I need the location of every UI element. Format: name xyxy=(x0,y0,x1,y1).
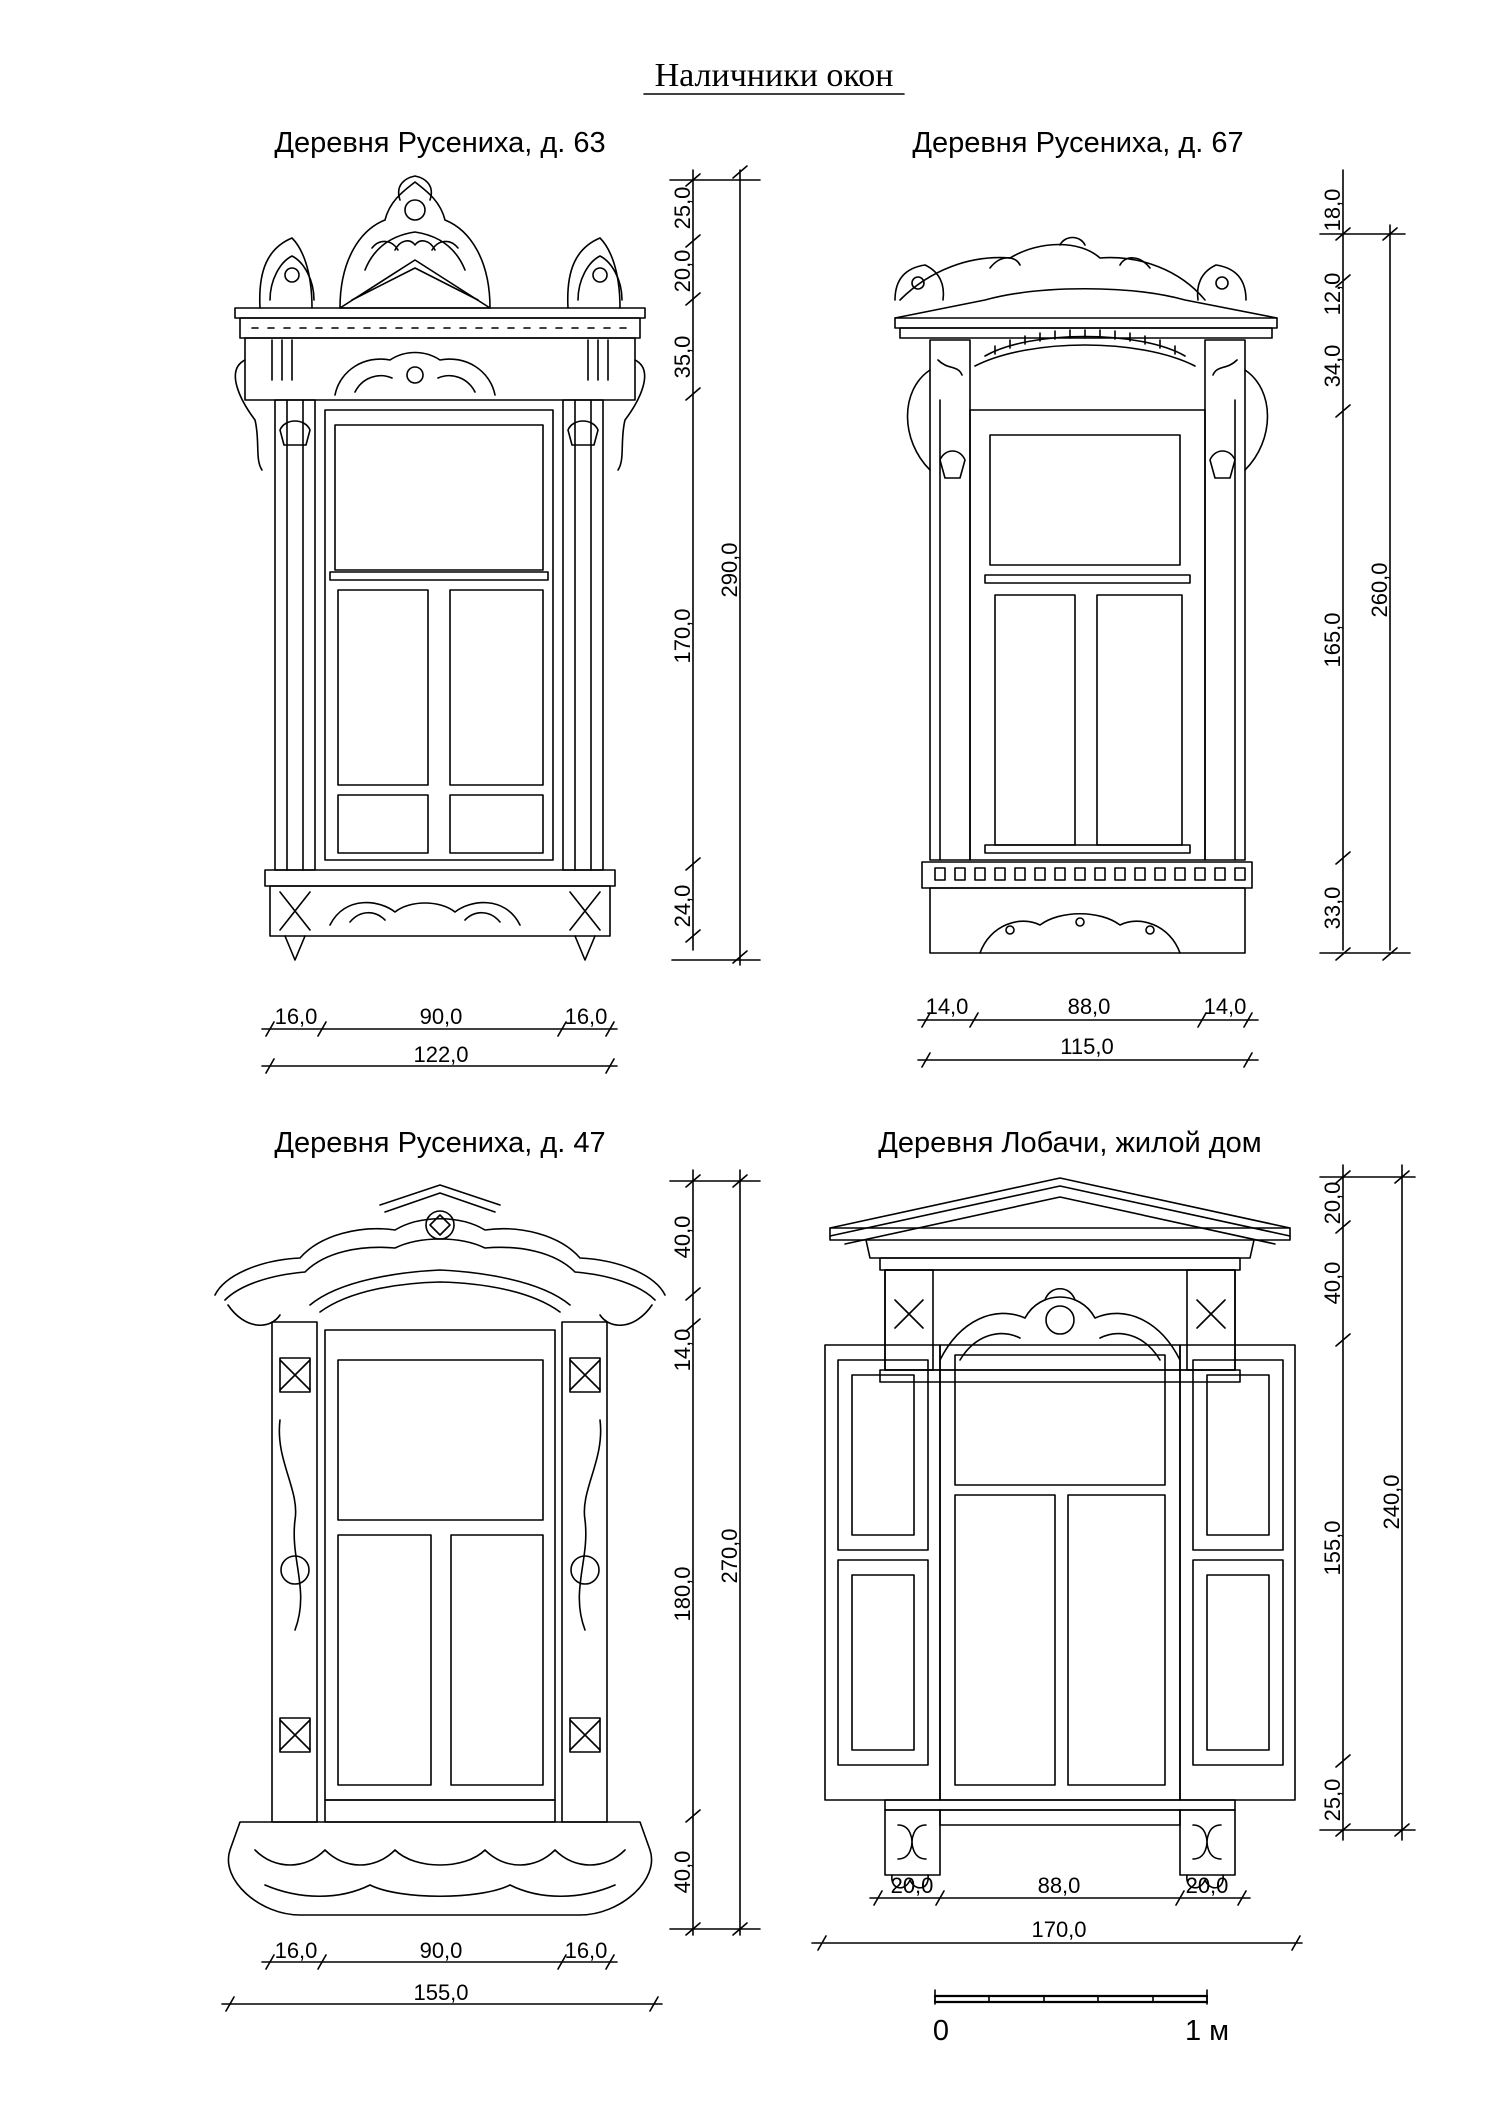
window-drawing-2 xyxy=(895,238,1277,954)
height-dim-2-4: 165,0 xyxy=(1320,612,1345,668)
height-dim-2-5: 33,0 xyxy=(1320,886,1345,930)
right-sash-pane xyxy=(450,590,543,785)
window-frame xyxy=(325,410,553,860)
apron-panel xyxy=(270,886,610,936)
sill-board xyxy=(265,870,615,886)
window-caption-3: Деревня Русениха, д. 47 xyxy=(274,1127,606,1159)
width-dim-3-2: 90,0 xyxy=(419,1938,463,1963)
cornice-top xyxy=(235,308,645,318)
height-dim-4-4: 25,0 xyxy=(1320,1778,1345,1822)
height-dim-1-1: 25,0 xyxy=(670,186,695,230)
height-dim-2-1: 18,0 xyxy=(1320,188,1345,232)
crest-carving xyxy=(900,245,1205,301)
total-height-dim-2: 260,0 xyxy=(1367,562,1392,618)
left-pilaster xyxy=(930,340,970,860)
height-dim-4-1: 20,0 xyxy=(1320,1181,1345,1225)
total-width-dim-2: 115,0 xyxy=(1060,1034,1114,1059)
left-sash-pane xyxy=(338,590,428,785)
sheet-title: Наличники окон xyxy=(654,57,894,94)
height-dim-1-5: 24,0 xyxy=(670,884,695,928)
left-sash-pane xyxy=(995,595,1075,845)
width-dim-3-1: 16,0 xyxy=(274,1938,318,1963)
width-dim-4-2: 88,0 xyxy=(1037,1873,1081,1898)
window-drawing-4 xyxy=(825,1178,1295,1888)
height-dim-3-4: 40,0 xyxy=(670,1850,695,1894)
transom-pane xyxy=(990,435,1180,565)
window-frame xyxy=(325,1330,555,1800)
height-dim-1-4: 170,0 xyxy=(670,608,695,664)
transom-pane xyxy=(955,1355,1165,1485)
pediment-cap xyxy=(380,1185,500,1205)
width-dim-2-3: 14,0 xyxy=(1203,994,1247,1019)
height-dim-4-3: 155,0 xyxy=(1320,1520,1345,1576)
cornice-top xyxy=(830,1228,1290,1240)
width-dim-1-2: 90,0 xyxy=(419,1004,463,1029)
height-dim-1-3: 35,0 xyxy=(670,335,695,379)
total-width-dim-3: 155,0 xyxy=(413,1980,469,2005)
cornice-arch xyxy=(215,1219,665,1295)
total-width-dim-4: 170,0 xyxy=(1031,1917,1087,1942)
transom-pane xyxy=(338,1360,543,1520)
total-width-dim-1: 122,0 xyxy=(413,1042,469,1067)
crown-carving xyxy=(260,176,622,308)
width-dim-4-1: 20,0 xyxy=(890,1873,934,1898)
left-sash-pane xyxy=(955,1495,1055,1785)
window-3-dimensions xyxy=(670,1170,760,1935)
sill-board xyxy=(885,1800,1235,1810)
frieze-panel xyxy=(245,338,635,400)
cornice-arch xyxy=(895,289,1277,318)
window-frame xyxy=(970,410,1205,860)
right-sash-pane xyxy=(451,1535,543,1785)
right-shutter xyxy=(1180,1345,1295,1800)
scale-bar xyxy=(935,1990,1207,2004)
height-dim-3-1: 40,0 xyxy=(670,1215,695,1259)
height-dim-3-3: 180,0 xyxy=(670,1566,695,1622)
total-height-dim-1: 290,0 xyxy=(717,542,742,598)
apron-panel xyxy=(228,1822,651,1915)
left-sash-pane xyxy=(338,1535,431,1785)
left-pilaster xyxy=(275,400,315,870)
width-dim-2-1: 14,0 xyxy=(925,994,969,1019)
cornice-top xyxy=(895,318,1277,328)
width-dim-4-3: 20,0 xyxy=(1185,1873,1229,1898)
window-drawing-1 xyxy=(235,176,645,960)
height-dim-2-3: 34,0 xyxy=(1320,344,1345,388)
total-height-dim-3: 270,0 xyxy=(717,1528,742,1584)
right-sash-pane xyxy=(1097,595,1182,845)
window-caption-2: Деревня Русениха, д. 67 xyxy=(912,127,1244,159)
window-caption-4: Деревня Лобачи, жилой дом xyxy=(878,1127,1262,1159)
height-dim-4-2: 40,0 xyxy=(1320,1261,1345,1305)
sill-board xyxy=(922,862,1252,888)
left-bracket xyxy=(235,360,262,470)
right-pilaster xyxy=(1205,340,1245,860)
right-pilaster xyxy=(563,400,603,870)
width-dim-2-2: 88,0 xyxy=(1067,994,1111,1019)
transom-pane xyxy=(335,425,543,570)
width-dim-1-3: 16,0 xyxy=(564,1004,608,1029)
width-dim-3-3: 16,0 xyxy=(564,1938,608,1963)
scale-bar-end-label: 1 м xyxy=(1184,2015,1230,2047)
apron-panel xyxy=(930,888,1245,953)
total-height-dim-4: 240,0 xyxy=(1379,1474,1404,1530)
window-frame xyxy=(940,1345,1180,1800)
right-bracket xyxy=(618,360,645,470)
height-dim-3-2: 14,0 xyxy=(670,1328,695,1372)
window-drawing-3 xyxy=(215,1185,665,1915)
right-sash-pane xyxy=(1068,1495,1165,1785)
height-dim-2-2: 12,0 xyxy=(1320,272,1345,316)
width-dim-1-1: 16,0 xyxy=(274,1004,318,1029)
scale-bar-start-label: 0 xyxy=(932,2015,950,2047)
height-dim-1-2: 20,0 xyxy=(670,249,695,293)
window-caption-1: Деревня Русениха, д. 63 xyxy=(274,127,606,159)
left-shutter xyxy=(825,1345,940,1800)
